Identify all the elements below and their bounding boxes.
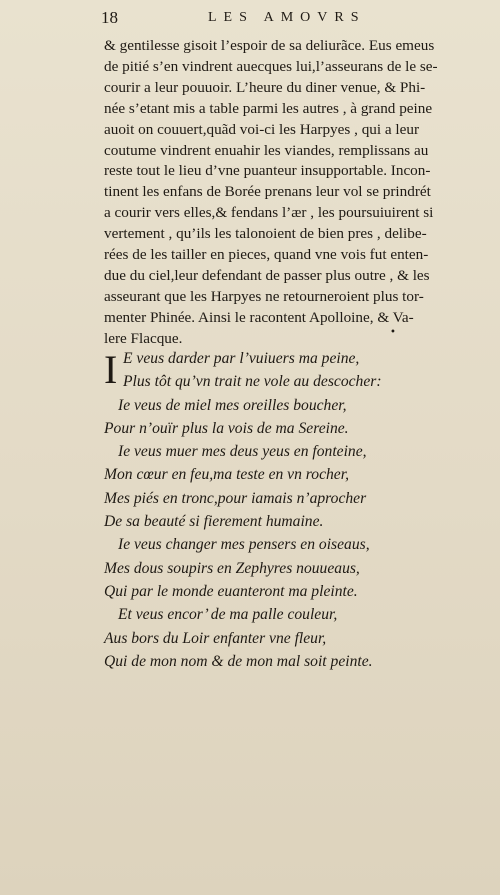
prose-line: vertement , qu’ils les talonoient de bien pres , delibe- (104, 225, 427, 243)
prose-line: & gentilesse gisoit l’espoir de sa deliurãce. Eus emeus (104, 37, 435, 54)
prose-line: auoit on couuert,quãd voi-ci les Harpyes , qui a leur (104, 120, 420, 138)
sonnet-line: Aus bors du Loir enfanter vne fleur, (104, 629, 327, 647)
sonnet-line: Et veus encor’ de ma palle couleur, (118, 606, 338, 624)
prose-line: née s’etant mis a table parmi les autres , à grand peine (104, 99, 433, 117)
sonnet-line: De sa beauté si fierement humaine. (104, 513, 324, 531)
prose-line: coutume vindrent enuahir les viandes, remplissans au (104, 141, 429, 159)
section-ornament: • (390, 327, 396, 338)
sonnet-line: Plus tôt qu’vn trait ne vole au descocher: (123, 373, 382, 391)
prose-line: asseurant que les Harpyes ne retourneroient plus tor- (104, 287, 424, 305)
prose-line: tinent les enfans de Borée prenans leur vol se prindrét (104, 183, 431, 201)
prose-line: reste tout le lieu d’vne puanteur insupportable. Incon- (104, 162, 431, 180)
prose-line: due du ciel,leur defendant de passer plus outre , & les (104, 266, 430, 284)
sonnet (104, 347, 494, 673)
prose-line: de pitié s’en vindrent auecques lui,l’asseurans de le se- (104, 57, 438, 75)
prose-line: lere Flacque. (104, 329, 183, 347)
sonnet-line: Mes dous soupirs en Zephyres nouueaus, (104, 559, 360, 577)
prose-paragraph (104, 36, 484, 350)
prose-line: rées de les tailler en pieces, quand vne vois fut enten- (104, 246, 429, 264)
sonnet-line: Mon cœur en feu,ma teste en vn rocher, (104, 466, 349, 484)
sonnet-dropcap: I (104, 347, 118, 392)
sonnet-line: Pour n’ouïr plus la vois de ma Sereine. (104, 419, 349, 437)
sonnet-line: Ie veus de miel mes oreilles boucher, (118, 396, 347, 414)
sonnet-line: Ie veus muer mes deus yeus en fonteine, (118, 443, 367, 461)
prose-line: courir a leur pouuoir. L’heure du diner venue, & Phi- (104, 78, 426, 96)
prose-line: a courir vers elles,& fendans l’ær , les poursuiuirent si (104, 204, 434, 222)
sonnet-line: E veus darder par l’vuiuers ma peine, (123, 350, 360, 367)
sonnet-line: Mes piés en tronc,pour iamais n’aprocher (104, 489, 367, 507)
sonnet-line: Qui par le monde euanteront ma pleinte. (104, 582, 358, 600)
sonnet-line: Qui de mon nom & de mon mal soit peinte. (104, 652, 373, 670)
running-head: LES AMOVRS (208, 10, 366, 25)
page-number: 18 (101, 8, 118, 27)
prose-line: menter Phinée. Ainsi le racontent Apolloine, & Va- (104, 308, 414, 326)
sonnet-line: Ie veus changer mes pensers en oiseaus, (118, 536, 370, 554)
